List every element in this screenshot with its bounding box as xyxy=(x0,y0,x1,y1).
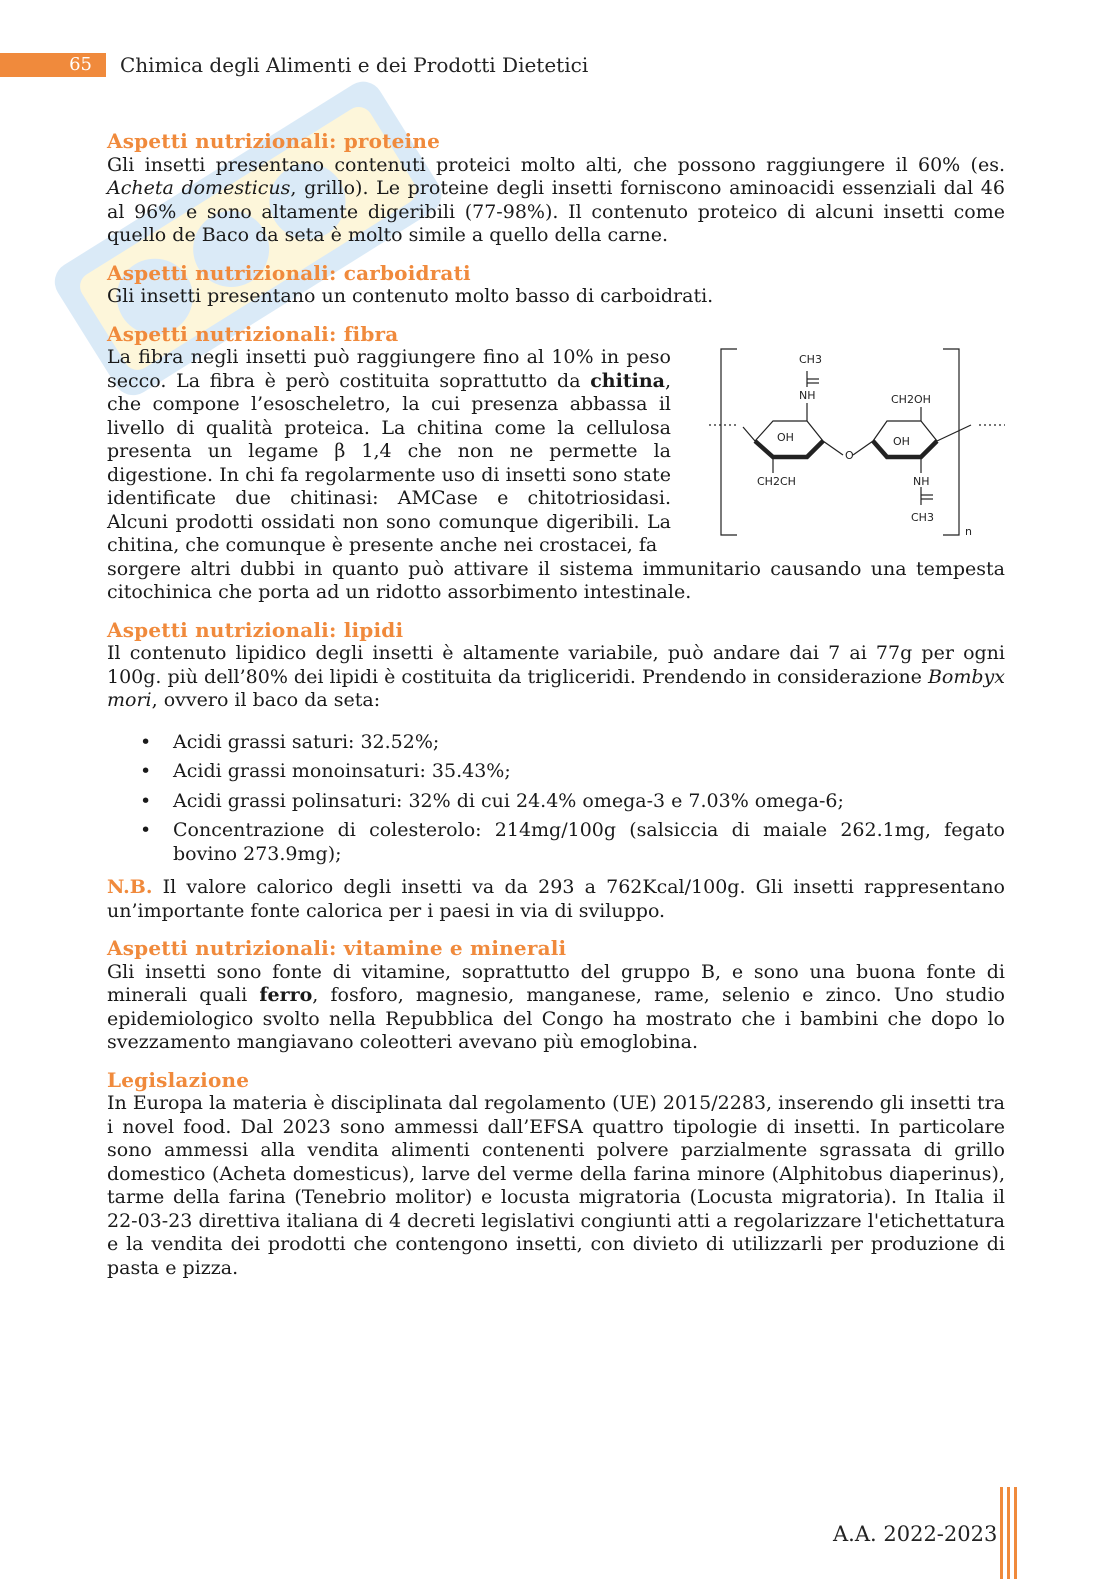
list-item: • Acidi grassi polinsaturi: 32% di cui 24.4% omega-3 e 7.03% omega-6; xyxy=(173,790,1005,814)
section-carboidrati xyxy=(107,262,1005,309)
label-nh-bottom: NH xyxy=(913,474,930,488)
paragraph-proteine: Gli insetti presentano contenuti proteici molto alti, che possono raggiungere il 60% (es. Acheta domesticus, grillo). Le proteine degli insetti forniscono aminoacidi essenziali dal 46 al 96% e sono altamente digeribili (77-98%). Il contenuto proteico di alcuni insetti come quello de Baco da seta è molto simile a quello della carne. xyxy=(107,153,1005,246)
paragraph-lipidi: Il contenuto lipidico degli insetti è altamente variabile, può andare dai 7 ai 77g per ogni 100g. più dell’80% dei lipidi è costituita da trigliceridi. Prendendo in considerazione Bombyx mori, ovvero il baco da seta: xyxy=(107,642,1005,711)
fatty-acid-list xyxy=(107,731,1005,867)
paragraph-nb: N.B. Il valore calorico degli insetti va da 293 a 762Kcal/100g. Gli insetti rappresentano un’importante fonte calorica per i paesi in via di sviluppo. xyxy=(107,876,1005,922)
heading-legislazione: Legislazione xyxy=(107,1067,250,1092)
label-ch3-top: CH3 xyxy=(799,352,822,366)
species-name: Acheta domesticus xyxy=(107,177,291,199)
heading-vitamine: Aspetti nutrizionali: vitamine e minerali xyxy=(107,936,567,960)
footer-decoration xyxy=(1000,1487,1020,1579)
paragraph-legislazione: In Europa la materia è disciplinata dal regolamento (UE) 2015/2283, inserendo gli insetti tra i novel food. Dal 2023 sono ammessi dall’EFSA quattro tipologie di insetti. In particolare sono ammessi alla vendita alimenti contenenti polvere parzialmente sgrassata di grillo domestico (Acheta domesticus), larve del verme della farina minore (Alphitobus diaperinus), tarme della farina (Tenebrio molitor) e locusta migratoria (Locusta migratoria). In Italia il 22-03-23 direttiva italiana di 4 decreti legislativi congiunti atti a regolarizzare l'etichettatura e la vendita dei prodotti che contengono insetti, con divieto di utilizzarli per produzione di pasta e pizza. xyxy=(107,1092,1005,1279)
heading-proteine: Aspetti nutrizionali: proteine xyxy=(107,129,441,153)
label-nh-top: NH xyxy=(799,388,816,402)
paragraph-vitamine: Gli insetti sono fonte di vitamine, soprattutto del gruppo B, e sono una buona fonte di minerali quali ferro, fosforo, magnesio, manganese, rame, selenio e zinco. Uno studio epidemiologico svolto nella Repubblica del Congo ha mostrato che i bambini che dopo lo svezzamento mangiavano coleotteri avevano più emoglobina. xyxy=(107,960,1005,1053)
section-fibra xyxy=(107,323,1005,605)
chitin-structure-figure xyxy=(707,345,1007,543)
heading-carboidrati: Aspetti nutrizionali: carboidrati xyxy=(107,260,471,285)
heading-lipidi: Aspetti nutrizionali: lipidi xyxy=(107,617,404,642)
label-ch2ch: CH2CH xyxy=(757,474,796,488)
section-vitamine xyxy=(107,937,1005,1055)
bold-term: chitina xyxy=(590,369,665,392)
list-item: • Acidi grassi saturi: 32.52%; xyxy=(173,731,1005,755)
label-n: n xyxy=(965,524,972,538)
section-lipidi xyxy=(107,619,1005,867)
label-ch2oh: CH2OH xyxy=(891,392,931,406)
bold-term: ferro xyxy=(259,984,313,1006)
academic-year: A.A. 2022-2023 xyxy=(833,1522,998,1546)
label-oh-right: OH xyxy=(893,434,910,448)
running-header-title: Chimica degli Alimenti e dei Prodotti Dietetici xyxy=(120,53,589,77)
nb-label: N.B. xyxy=(107,876,153,898)
paragraph-fibra: La fibra negli insetti può raggiungere fino al 10% in peso secco. La fibra è però costituita soprattutto da chitina, che compone l’esoscheletro, la cui presenza abbassa il livello di qualità proteica. La chitina come la cellulosa presenta un legame β 1,4 che non ne permette la digestione. In chi fa regolarmente uso di insetti sono state identificate due chitinasi: AMCase e chitotriosidasi. Alcuni prodotti ossidati non sono comunque digeribili. La chitina, che comunque è presente anche nei crostacei, fa xyxy=(107,346,671,556)
heading-fibra: Aspetti nutrizionali: fibra xyxy=(107,321,399,346)
label-o-link: O xyxy=(845,448,854,462)
label-ch3-bottom: CH3 xyxy=(911,510,934,524)
paragraph-fibra-continued: sorgere altri dubbi in quanto può attivare il sistema immunitario causando una tempesta citochinica che porta ad un ridotto assorbimento intestinale. xyxy=(107,557,1005,603)
page-content xyxy=(107,130,1005,1294)
species-name: Bombyx mori xyxy=(107,665,1005,711)
page-number: 65 xyxy=(0,53,106,77)
list-item: • Acidi grassi monoinsaturi: 35.43%; xyxy=(173,760,1005,784)
section-legislazione xyxy=(107,1069,1005,1281)
paragraph-carboidrati: Gli insetti presentano un contenuto molto basso di carboidrati. xyxy=(107,285,714,307)
list-item: • Concentrazione di colesterolo: 214mg/100g (salsiccia di maiale 262.1mg, fegato bovino 273.9mg); xyxy=(173,819,1005,866)
section-proteine xyxy=(107,130,1005,248)
section-nb xyxy=(107,876,1005,923)
label-oh-left: OH xyxy=(777,430,794,444)
